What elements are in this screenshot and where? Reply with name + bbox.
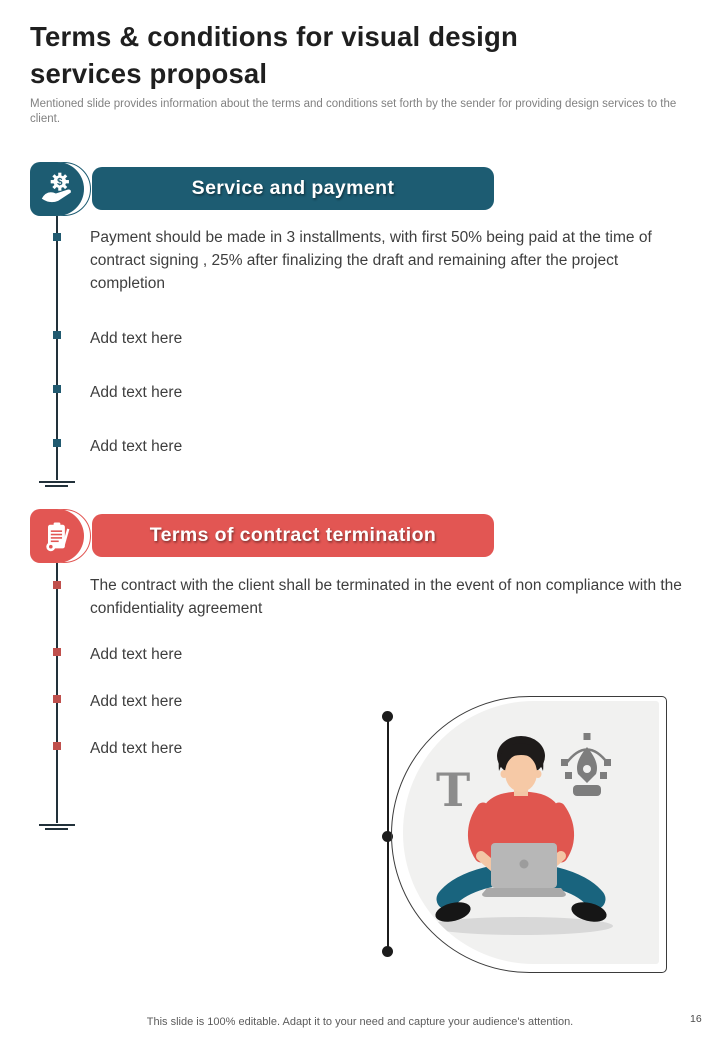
page-subtitle: Mentioned slide provides information about the terms and conditions set forth by the sender for providing design services to the client. bbox=[30, 98, 677, 125]
section1-timeline-end bbox=[39, 481, 75, 483]
section2-placeholder-3[interactable]: Add text here bbox=[90, 740, 183, 757]
page-title: Terms & conditions for visual design services proposal bbox=[30, 21, 519, 89]
bullet-square bbox=[53, 742, 61, 750]
footer-note: This slide is 100% editable. Adapt it to your need and capture your audience's attention. bbox=[146, 1016, 574, 1028]
page-number: 16 bbox=[690, 1013, 702, 1025]
section2-placeholder-2[interactable]: Add text here bbox=[90, 693, 183, 710]
laptop-logo bbox=[520, 860, 529, 869]
bullet-square bbox=[53, 233, 61, 241]
bullet-square bbox=[53, 385, 61, 393]
section1-timeline-end2 bbox=[45, 485, 68, 487]
bullet-square bbox=[53, 695, 61, 703]
section1-placeholder-3[interactable]: Add text here bbox=[90, 438, 183, 455]
face bbox=[505, 754, 537, 792]
section2-title: Terms of contract termination bbox=[149, 524, 437, 546]
section2-timeline bbox=[56, 563, 58, 823]
section1-banner bbox=[92, 167, 494, 210]
bullet-square bbox=[53, 648, 61, 656]
section1-paragraph: Payment should be made in 3 installments, with first 50% being paid at the time of contract signing , 25% after finalizing the draft and remaining after the project completion bbox=[90, 229, 652, 292]
hand-holding-dollar-gear-icon bbox=[30, 162, 84, 216]
person-working-on-laptop-illustration bbox=[403, 701, 659, 964]
connector-dot bbox=[382, 946, 393, 957]
contract-document-pen-icon bbox=[30, 509, 84, 563]
bullet-square bbox=[53, 331, 61, 339]
designer-illustration bbox=[403, 701, 659, 964]
pen-tool-icon bbox=[561, 733, 611, 796]
section1-placeholder-2[interactable]: Add text here bbox=[90, 384, 183, 401]
section1-title: Service and payment bbox=[191, 177, 395, 199]
section2-banner bbox=[92, 514, 494, 557]
section2-timeline-end2 bbox=[45, 828, 68, 830]
connector-dot bbox=[382, 711, 393, 722]
contract-icon-svg bbox=[39, 518, 75, 554]
laptop-base bbox=[482, 888, 566, 897]
bullet-square bbox=[53, 581, 61, 589]
section1-placeholder-1[interactable]: Add text here bbox=[90, 330, 183, 347]
hand-gear-icon-svg bbox=[39, 171, 75, 207]
dollar-glyph: $ bbox=[57, 177, 63, 189]
section2-timeline-end bbox=[39, 824, 75, 826]
section2-paragraph: The contract with the client shall be terminated in the event of non compliance with the confidentiality agreement bbox=[90, 577, 682, 617]
text-tool-icon: T bbox=[436, 763, 471, 817]
bullet-square bbox=[53, 439, 61, 447]
section2-placeholder-1[interactable]: Add text here bbox=[90, 646, 183, 663]
